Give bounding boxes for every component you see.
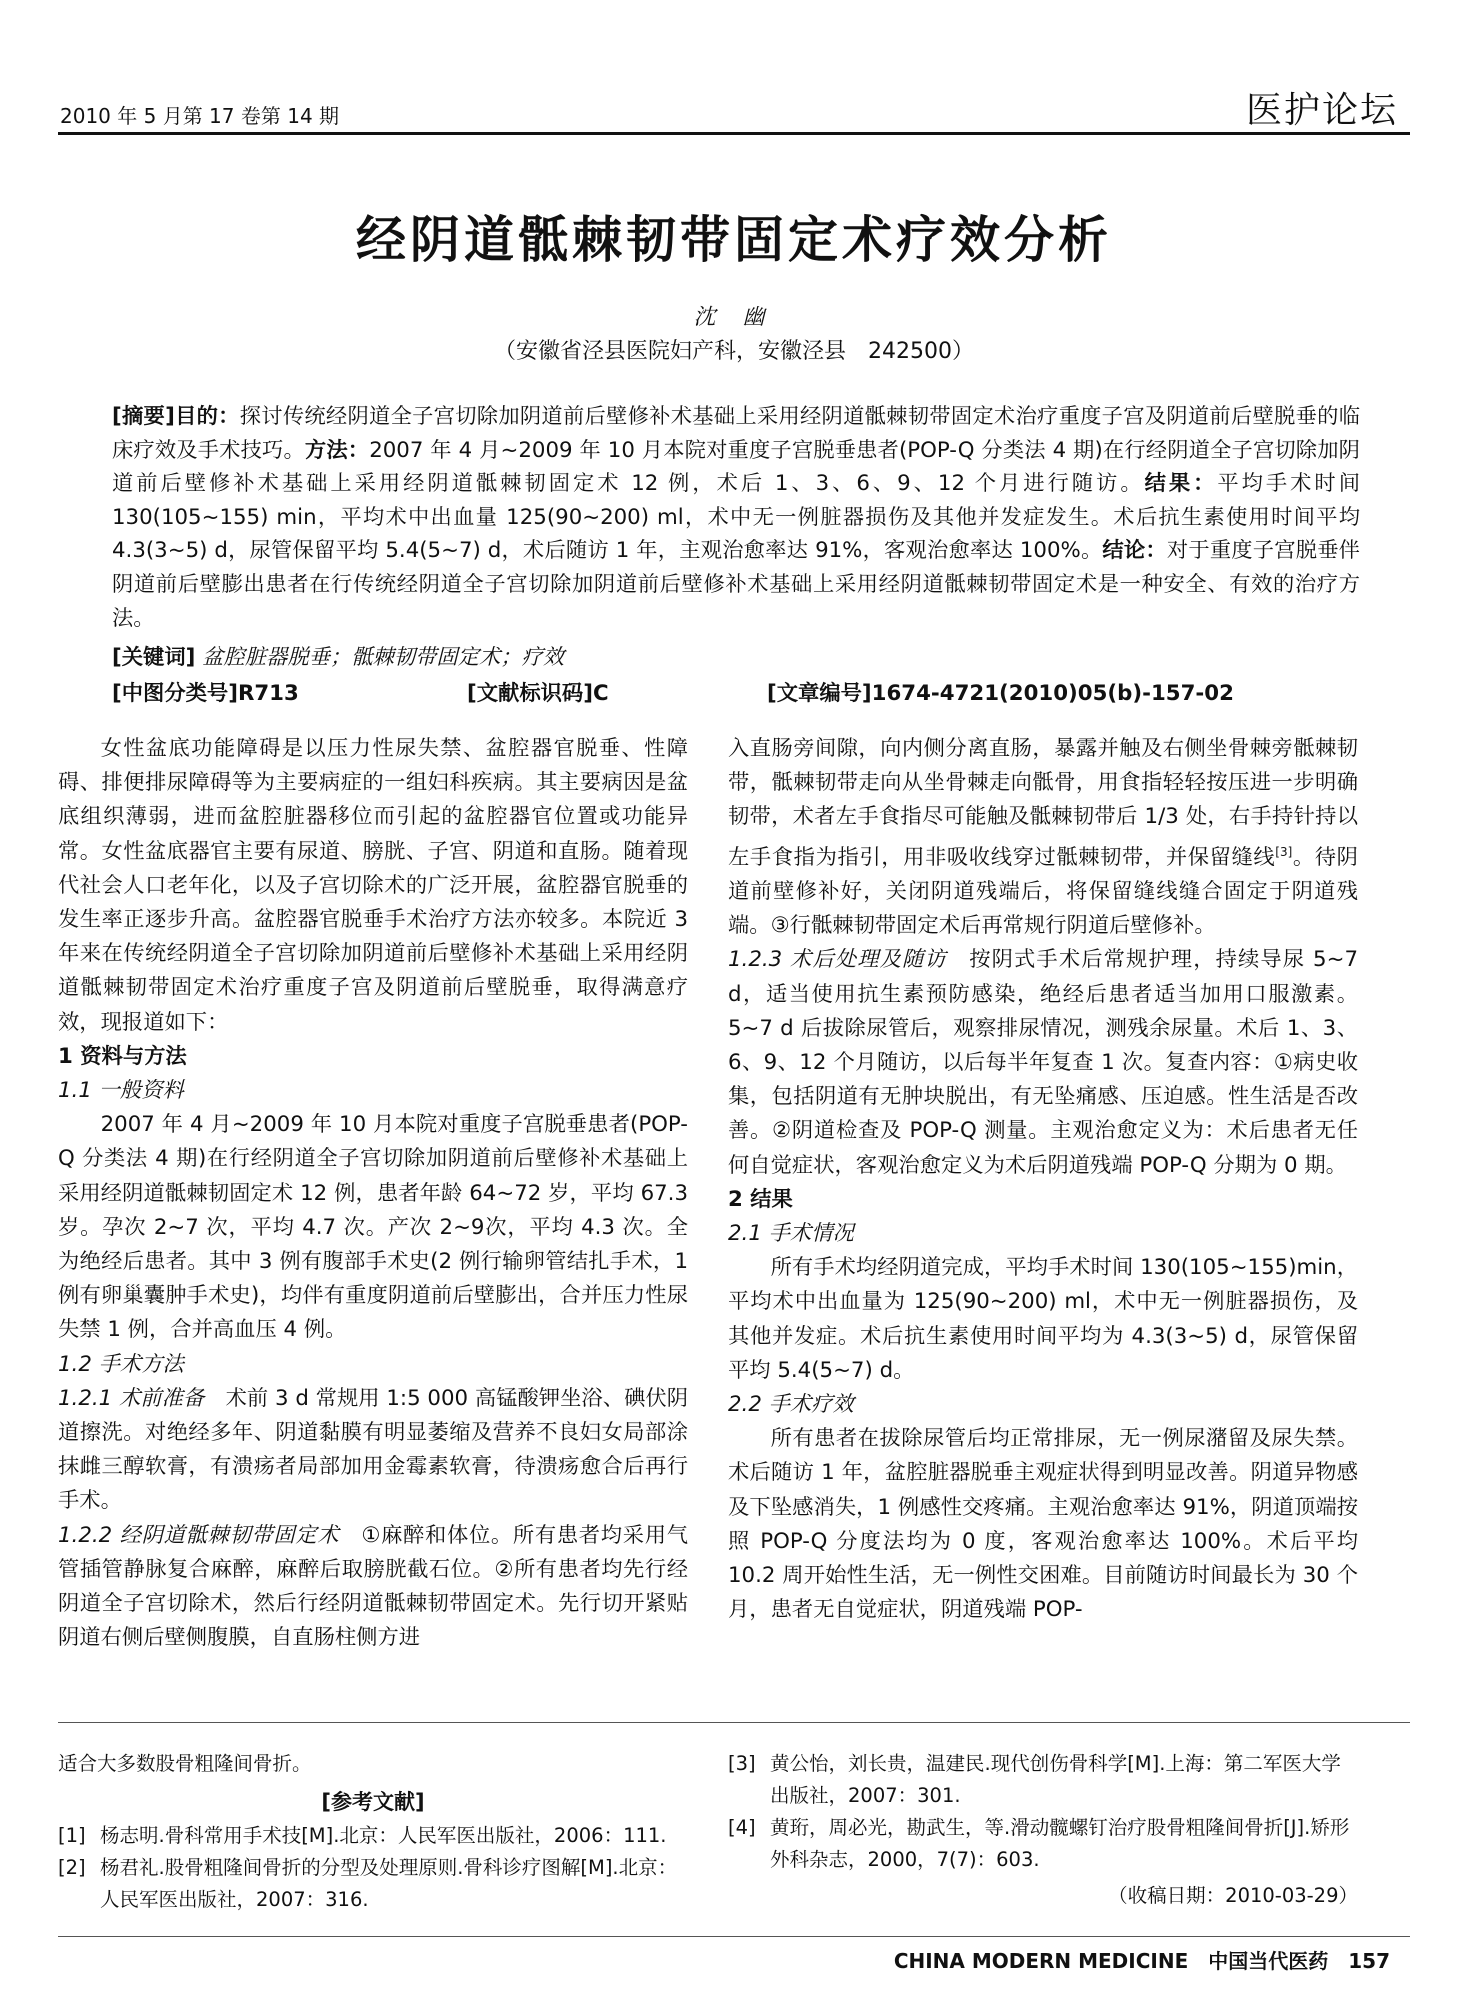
reference-number: [2] bbox=[58, 1856, 86, 1879]
paragraph-text: 术前 3 d 常规用 1:5 000 高锰酸钾坐浴、碘伏阴道擦洗。对绝经多年、阴道黏膜有明显萎缩及营养不良妇女局部涂抹雌三醇软膏，有溃疡者局部加用金霉素软膏，待溃疡愈合后再行手术。 bbox=[58, 1385, 688, 1514]
reference-item bbox=[58, 1820, 688, 1852]
reference-item bbox=[728, 1812, 1358, 1876]
conclusion-label: 结论： bbox=[1102, 538, 1167, 564]
reference-text: 杨志明.骨科常用手术技[M].北京：人民军医出版社，2006：111. bbox=[100, 1824, 667, 1847]
keywords-label: [关键词] bbox=[112, 645, 196, 671]
previous-article-tail: 适合大多数股骨粗隆间骨折。 bbox=[58, 1752, 312, 1775]
subsection-heading: 1.1 一般资料 bbox=[58, 1078, 184, 1104]
article-label: [文章编号] bbox=[767, 680, 872, 706]
paragraph-text: 按阴式手术后常规护理，持续导尿 5~7 d，适当使用抗生素预防感染，绝经后患者适当加用口服激素。5~7 d 后拔除尿管后，观察排尿情况，测残余尿量。术后 1、3、6、9、12 个月随访，以后每半年复查 1 次。复查内容：①病史收集，包括阴道有无肿块脱出，有无坠痛感、压迫感。性生活是否改善。②阴道检查及 POP-Q 测量。主观治愈定义为：术后患者无任何自觉症状，客观治愈定义为术后阴道残端 POP-Q 分期为 0 期。 bbox=[728, 947, 1358, 1178]
abstract-text bbox=[112, 400, 1360, 635]
section-heading: 2 结果 bbox=[728, 1186, 793, 1212]
keywords bbox=[112, 641, 1360, 675]
clc-label: [中图分类号] bbox=[112, 680, 238, 706]
classification-line bbox=[112, 677, 1360, 711]
paragraph: 女性盆底功能障碍是以压力性尿失禁、盆腔器官脱垂、性障碍、排便排尿障碍等为主要病症的一组妇科疾病。其主要病因是盆底组织薄弱，进而盆腔脏器移位而引起的盆腔器官位置或功能异常。女性盆底器官主要有尿道、膀胱、子宫、阴道和直肠。随着现代社会人口老年化，以及子宫切除术的广泛开展，盆腔器官脱垂的发生率正逐步升高。盆腔器官脱垂手术治疗方法亦较多。本院近 3 年来在传统经阴道全子宫切除加阴道前后壁修补术基础上采用经阴道骶棘韧带固定术治疗重度子宫及阴道前后壁脱垂，取得满意疗效，现报道如下： bbox=[58, 736, 688, 1035]
document-code bbox=[467, 677, 767, 711]
clc-value: R713 bbox=[237, 680, 299, 706]
objective-label: 目的： bbox=[174, 404, 240, 429]
objective-text: 探讨传统经阴道全子宫切除加阴道前后壁修补术基础上采用经阴道骶棘韧带固定术治疗重度子宫及阴道前后壁脱垂的临床疗效及手术技巧。 bbox=[112, 404, 1360, 463]
references-divider bbox=[58, 1722, 1410, 1723]
results-label: 结果： bbox=[1144, 471, 1218, 497]
reference-number: [3] bbox=[728, 1752, 756, 1775]
paragraph bbox=[58, 1519, 688, 1656]
paragraph: 2007 年 4 月~2009 年 10 月本院对重度子宫脱垂患者(POP-Q 分类法 4 期)在行经阴道全子宫切除加阴道前后壁修补术基础上采用经阴道骶棘韧固定术 12 例，患者年龄 64~72 岁，平均 67.3 岁。孕次 2~7 次，平均 4.7 次。产次 2~9次，平均 4.3 次。全为绝经后患者。其中 3 例有腹部手术史(2 例行输卵管结扎手术，1 例有卵巢囊肿手术史)，均伴有重度阴道前后壁膨出，合并压力性尿失禁 1 例，合并高血压 4 例。 bbox=[58, 1112, 688, 1343]
paragraph-text: ①麻醉和体位。所有患者均采用气管插管静脉复合麻醉，麻醉后取膀胱截石位。②所有患者均先行经阴道全子宫切除术，然后行经阴道骶棘韧带固定术。先行切开紧贴阴道右侧后壁侧腹膜，自直肠柱侧方进 bbox=[58, 1522, 688, 1651]
reference-number: [4] bbox=[728, 1816, 756, 1839]
abstract-label: [摘要] bbox=[112, 404, 175, 429]
subsubsection-heading: 1.2.1 术前准备 bbox=[58, 1385, 205, 1411]
keywords-value: 盆腔脏器脱垂；骶棘韧带固定术；疗效 bbox=[195, 645, 565, 671]
references-right bbox=[728, 1748, 1358, 1912]
paragraph bbox=[728, 732, 1358, 943]
subsubsection-heading: 1.2.3 术后处理及随访 bbox=[728, 947, 947, 973]
methods-label: 方法： bbox=[304, 437, 370, 463]
reference-number: [1] bbox=[58, 1824, 86, 1847]
section-heading: 1 资料与方法 bbox=[58, 1043, 187, 1069]
footer-divider bbox=[58, 1936, 1410, 1937]
reference-item bbox=[728, 1748, 1358, 1812]
body-column-right bbox=[728, 732, 1358, 1627]
abstract bbox=[112, 400, 1360, 710]
citation: [3] bbox=[1275, 844, 1293, 859]
paragraph: 所有患者在拔除尿管后均正常排尿，无一例尿潴留及尿失禁。术后随访 1 年，盆腔脏器脱垂主观症状得到明显改善。阴道异物感及下坠感消失，1 例感性交疼痛。主观治愈率达 91%，阴道顶端按照 POP-Q 分度法均为 0 度，客观治愈率达 100%。术后平均 10.2 周开始性生活，无一例性交困难。目前随访时间最长为 30 个月，患者无自觉症状，阴道残端 POP- bbox=[728, 1426, 1358, 1623]
journal-footer: CHINA MODERN MEDICINE 中国当代医药 157 bbox=[893, 1949, 1390, 1973]
references-heading: [参考文献] bbox=[321, 1790, 425, 1814]
affiliation: （安徽省泾县医院妇产科，安徽泾县 242500） bbox=[494, 339, 974, 364]
clc-number bbox=[112, 677, 467, 711]
results-text: 平均手术时间 130(105~155) min，平均术中出血量 125(90~200) ml，术中无一例脏器损伤及其他并发症发生。术后抗生素使用时间平均 4.3(3~5) d，尿管保留平均 5.4(5~7) d，术后随访 1 年，主观治愈率达 91%，客观治愈率达 100%。 bbox=[112, 471, 1360, 564]
reference-item bbox=[58, 1852, 688, 1916]
body-column-left bbox=[58, 732, 688, 1655]
doc-label: [文献标识码] bbox=[467, 680, 593, 706]
subsubsection-heading: 1.2.2 经阴道骶棘韧带固定术 bbox=[58, 1522, 340, 1548]
paragraph bbox=[58, 1382, 688, 1519]
subsection-heading: 2.1 手术情况 bbox=[728, 1220, 854, 1246]
reference-text: 黄珩，周必光，勘武生，等.滑动髋螺钉治疗股骨粗隆间骨折[J].矫形外科杂志，2000，7(7)：603. bbox=[770, 1816, 1350, 1871]
reference-text: 黄公怡，刘长贵，温建民.现代创伤骨科学[M].上海：第二军医大学出版社，2007：301. bbox=[770, 1752, 1341, 1807]
doc-value: C bbox=[592, 680, 609, 706]
issue-date: 2010 年 5 月第 17 卷第 14 期 bbox=[60, 104, 340, 128]
article-title: 经阴道骶棘韧带固定术疗效分析 bbox=[356, 210, 1112, 269]
references-left bbox=[58, 1748, 688, 1916]
article-number bbox=[767, 677, 1234, 711]
paragraph bbox=[728, 943, 1358, 1182]
subsection-heading: 2.2 手术疗效 bbox=[728, 1391, 854, 1417]
article-value: 1674-4721(2010)05(b)-157-02 bbox=[871, 680, 1234, 706]
reference-text: 杨君礼.股骨粗隆间骨折的分型及处理原则.骨科诊疗图解[M].北京：人民军医出版社，2007：316. bbox=[100, 1856, 678, 1911]
paragraph-text: 入直肠旁间隙，向内侧分离直肠，暴露并触及右侧坐骨棘旁骶棘韧带，骶棘韧带走向从坐骨棘走向骶骨，用食指轻轻按压进一步明确韧带，术者左手食指尽可能触及骶棘韧带后 1/3 处，右手持针持以左手食指为指引，用非吸收线穿过骶棘韧带，并保留缝线 bbox=[728, 736, 1358, 870]
subsection-heading: 1.2 手术方法 bbox=[58, 1351, 184, 1377]
section-name: 医护论坛 bbox=[1245, 90, 1398, 131]
received-date: （收稿日期：2010-03-29） bbox=[1108, 1884, 1358, 1907]
header-divider bbox=[58, 132, 1410, 135]
conclusion-text: 对于重度子宫脱垂伴阴道前后壁膨出患者在行传统经阴道全子宫切除加阴道前后壁修补术基础上采用经阴道骶棘韧带固定术是一种安全、有效的治疗方法。 bbox=[112, 538, 1360, 631]
paragraph-text: 。待阴道前壁修补好，关闭阴道残端后，将保留缝线缝合固定于阴道残端。③行骶棘韧带固定术后再常规行阴道后壁修补。 bbox=[728, 844, 1358, 939]
author: 沈 幽 bbox=[693, 305, 775, 330]
methods-text: 2007 年 4 月~2009 年 10 月本院对重度子宫脱垂患者(POP-Q 分类法 4 期)在行经阴道全子宫切除加阴道前后壁修补术基础上采用经阴道骶棘韧固定术 12 例，术后 1、3、6、9、12 个月进行随访。 bbox=[112, 437, 1360, 497]
paragraph: 所有手术均经阴道完成，平均手术时间 130(105~155)min，平均术中出血量为 125(90~200) ml，术中无一例脏器损伤，及其他并发症。术后抗生素使用时间平均为 4.3(3~5) d，尿管保留平均 5.4(5~7) d。 bbox=[728, 1255, 1358, 1383]
